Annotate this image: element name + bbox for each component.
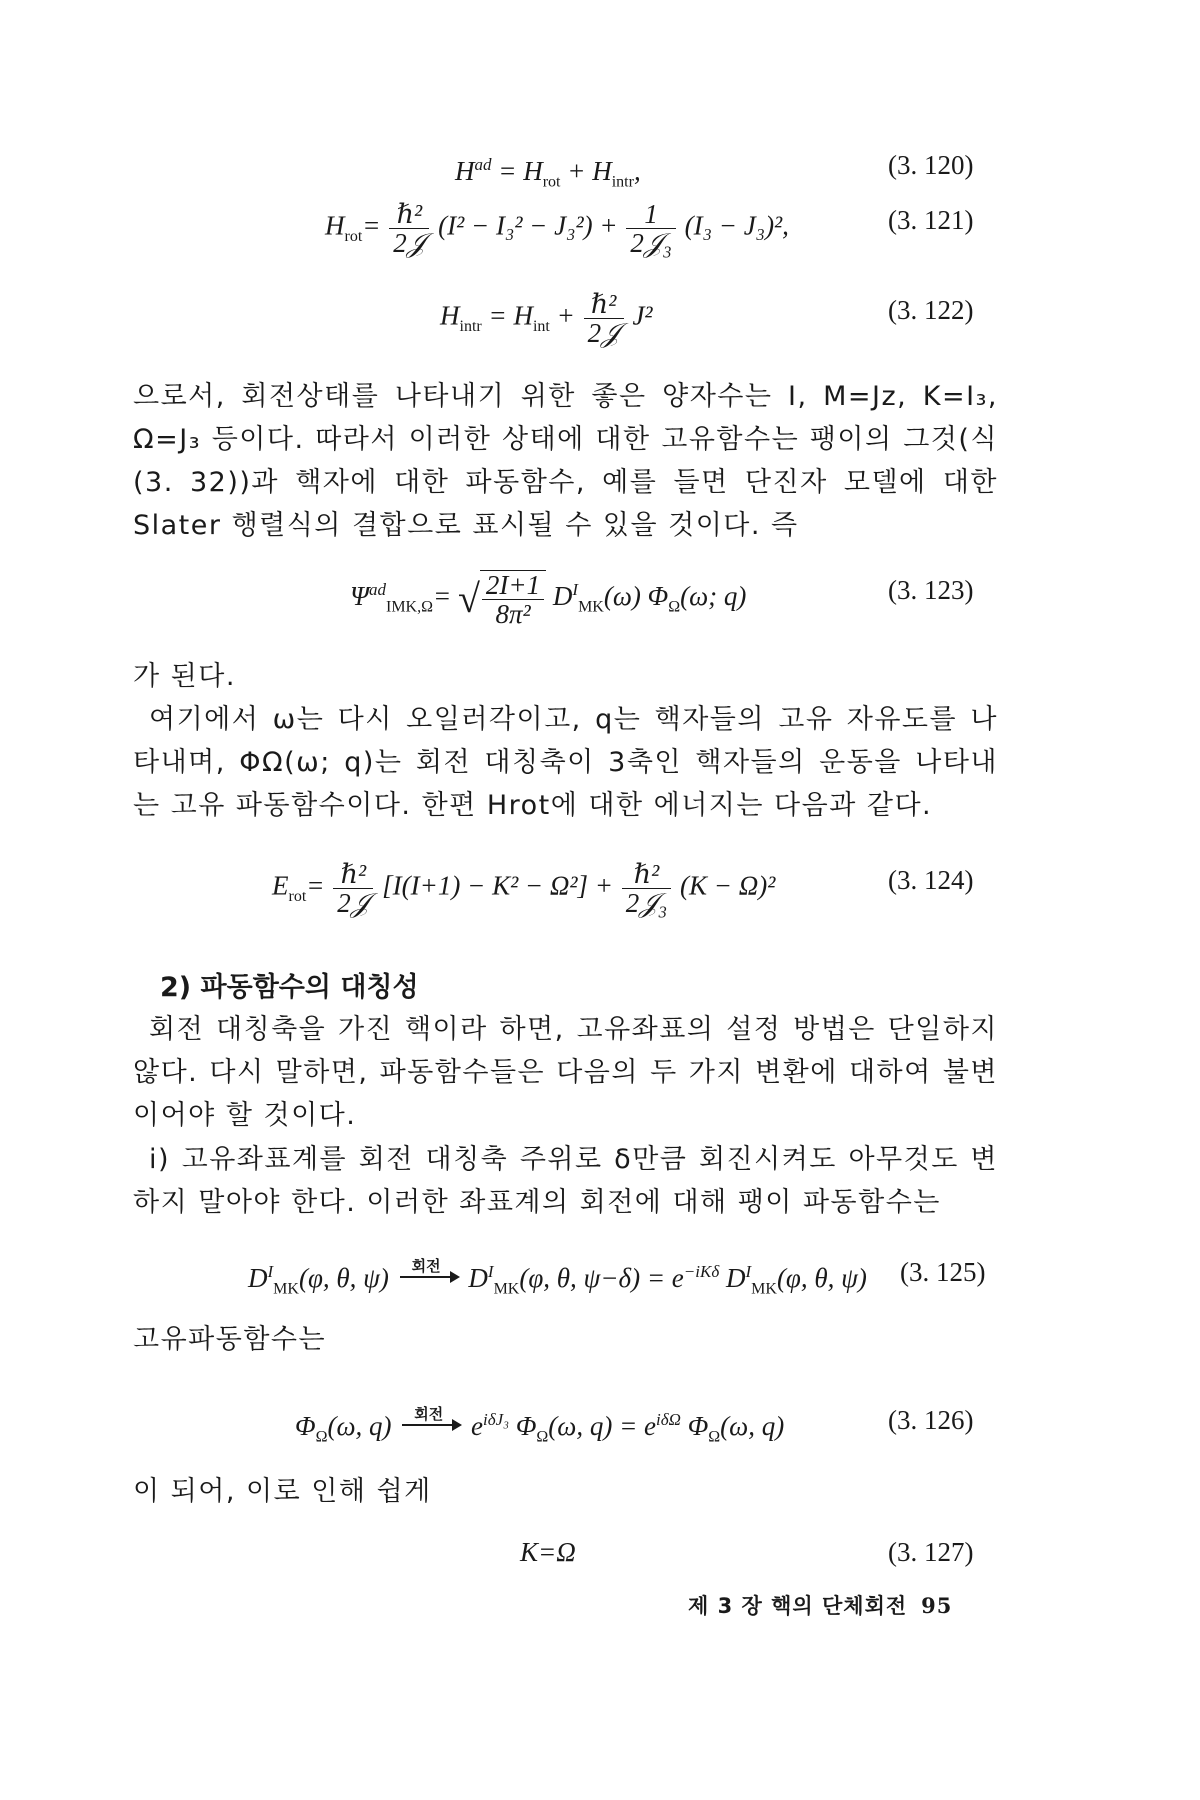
paragraph-symmetry: 회전 대칭축을 가진 핵이라 하면, 고유좌표의 설정 방법은 단일하지 않다. 다시 말하면, 파동함수들은 다음의 두 가지 변환에 대하여 불변이어야 할 것이다. — [133, 1014, 998, 1131]
page-number: 95 — [921, 1593, 953, 1618]
page-footer — [688, 1590, 952, 1620]
chapter-title: 제 3 장 핵의 단체회전 — [688, 1594, 908, 1618]
paragraph-becomes: 가 된다. — [133, 661, 236, 692]
equation-number: (3. 126) — [888, 1405, 974, 1435]
section-heading: 2) 파동함수의 대칭성 — [160, 972, 419, 1003]
paragraph-quantum-numbers: 으로서, 회전상태를 나타내기 위한 좋은 양자수는 I, M=Jz, K=I₃, Ω=J₃ 등이다. 따라서 이러한 상태에 대한 고유함수는 팽이의 그것(식 (3. 32))과 핵자에 대한 파동함수, 예를 들면 단진자 모델에 대한 Slater 행렬식의 결합으로 표시될 수 있을 것이다. 즉 — [133, 381, 998, 541]
equation-number: (3. 125) — [900, 1257, 986, 1287]
paragraph-therefore: 이 되어, 이로 인해 쉽게 — [133, 1476, 432, 1507]
paragraph-intrinsic-wavefunction: 고유파동함수는 — [133, 1324, 327, 1355]
equation-number: (3. 122) — [888, 295, 974, 325]
paragraph-rotation-invariance: i) 고유좌표계를 회전 대칭축 주위로 δ만큼 회진시켜도 아무것도 변하지 말아야 한다. 이러한 좌표계의 회전에 대해 팽이 파동함수는 — [133, 1144, 998, 1218]
rotation-arrow: 회전 — [402, 1424, 460, 1426]
equation-number: (3. 127) — [888, 1537, 974, 1567]
equation-number: (3. 121) — [888, 205, 974, 235]
rotation-arrow: 회전 — [400, 1276, 458, 1278]
equation-number: (3. 120) — [888, 150, 974, 180]
paragraph-euler-angles: 여기에서 ω는 다시 오일러각이고, q는 핵자들의 고유 자유도를 나타내며, ΦΩ(ω; q)는 회전 대칭축이 3축인 핵자들의 운동을 나타내는 고유 파동함수이다. 한편 Hrot에 대한 에너지는 다음과 같다. — [133, 704, 998, 821]
equation-number: (3. 124) — [888, 865, 974, 895]
equation-number: (3. 123) — [888, 575, 974, 605]
